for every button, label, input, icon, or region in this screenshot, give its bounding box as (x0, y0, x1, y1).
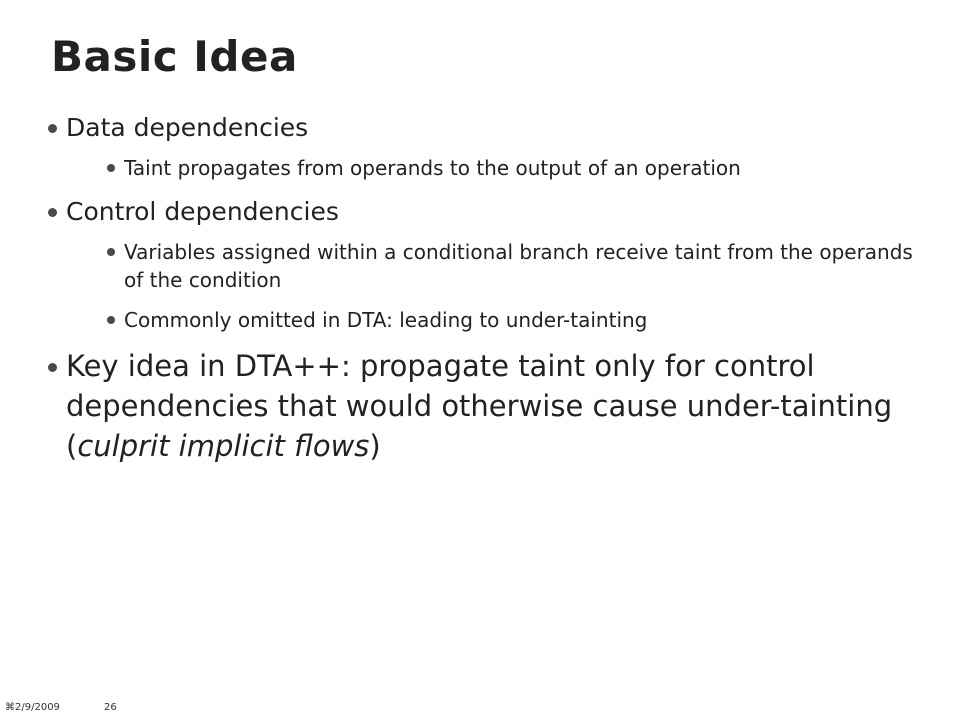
bullet-text: Data dependencies (66, 113, 309, 142)
key-idea-italic: culprit implicit flows (77, 429, 370, 463)
bullet-dot-icon (48, 363, 57, 372)
sub-bullet-text: Variables assigned within a conditional branch receive taint from the operands of the condition (124, 240, 913, 292)
sub-bullet-text: Taint propagates from operands to the output of an operation (124, 156, 741, 180)
sub-bullet (104, 154, 924, 182)
slide-title: Basic Idea (51, 32, 298, 81)
key-idea-suffix: ) (369, 429, 381, 463)
key-idea-text: Key idea in DTA++: propagate taint only for control dependencies that would otherwise cause under-tainting ( (66, 349, 893, 463)
bullet-dot-icon (107, 316, 115, 324)
bullet-dot-icon (107, 248, 115, 256)
page-number: 26 (104, 702, 117, 713)
bullet-data-dependencies (44, 110, 924, 182)
bullet-dot-icon (107, 164, 115, 172)
sub-bullet-text: Commonly omitted in DTA: leading to under-tainting (124, 308, 648, 332)
bullet-key-idea (44, 346, 924, 466)
sub-bullet-list (104, 238, 924, 334)
sub-bullet (104, 238, 924, 294)
bullet-text: Control dependencies (66, 197, 339, 226)
footer-date: ⌘2/9/2009 (5, 702, 60, 713)
bullet-control-dependencies (44, 194, 924, 334)
sub-bullet-list (104, 154, 924, 182)
bullet-dot-icon (48, 208, 57, 217)
bullet-dot-icon (48, 124, 57, 133)
bullet-list (44, 110, 924, 476)
sub-bullet (104, 306, 924, 334)
